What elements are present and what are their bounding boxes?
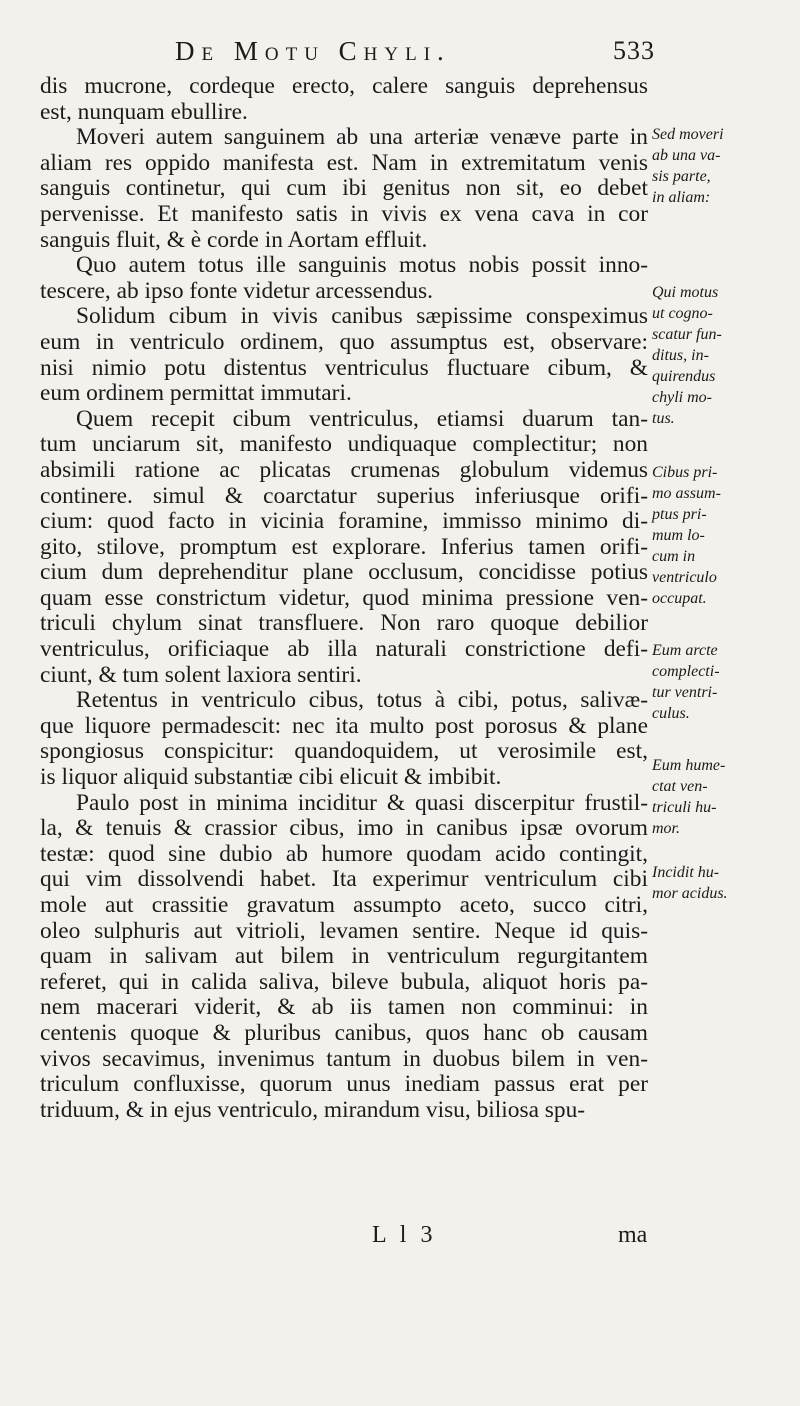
text-line: Retentus in ventriculo cibus, totus à cibi, potus, salivæ- <box>76 687 648 714</box>
text-line: Paulo post in minima inciditur & quasi discerpitur frustil- <box>76 789 648 816</box>
margin-note-line: sis parte, <box>652 168 711 185</box>
paragraph <box>40 791 648 1124</box>
text-line: is liquor aliquid substantiæ cibi elicuit & imbibit. <box>40 764 502 791</box>
main-text <box>40 74 648 1123</box>
text-line: oleo sulphuris aut vitrioli, levamen sentire. Neque id quis- <box>40 917 648 944</box>
margin-note-line: chyli mo- <box>652 389 712 406</box>
text-line: la, & tenuis & crassior cibus, imo in canibus ipsæ ovorum <box>40 815 648 842</box>
text-line: sanguis continetur, qui cum ibi genitus non sit, eo debet <box>40 175 648 202</box>
text-line: sanguis fluit, & è corde in Aortam effluit. <box>40 226 428 253</box>
text-line: pervenisse. Et manifesto satis in vivis ex vena cava in cor <box>40 200 648 227</box>
text-line: testæ: quod sine dubio ab humore quodam acido contingit, <box>40 840 648 867</box>
paragraph <box>40 304 648 406</box>
margin-note-line: ptus pri- <box>652 506 707 523</box>
text-line: referet, qui in calida saliva, bileve bubula, aliquot horis pa- <box>40 968 648 995</box>
signature-mark: L l 3 <box>372 1222 437 1248</box>
margin-note-line: Sed moveri <box>652 126 724 143</box>
text-line: aliam res oppido manifesta est. Nam in extremitatum venis <box>40 149 648 176</box>
running-title: De Motu Chyli. <box>175 36 451 66</box>
margin-note-line: cum in <box>652 548 696 565</box>
text-line: Quo autem totus ille sanguinis motus nobis possit inno- <box>76 252 648 279</box>
text-line: tescere, ab ipso fonte videtur arcessendus. <box>40 277 433 304</box>
margin-note <box>652 640 794 724</box>
text-line: que liquore permadescit: nec ita multo post porosus & plane <box>40 712 648 739</box>
text-line: nem macerari viderit, & ab iis tamen non comminui: in <box>40 994 648 1021</box>
text-line: eum in ventriculo ordinem, quo assumptus est, observare: <box>40 328 648 355</box>
paragraph <box>40 407 648 689</box>
margin-note-line: Qui motus <box>652 284 719 301</box>
text-line: eum ordinem permittat immutari. <box>40 380 352 407</box>
margin-note-line: complecti- <box>652 663 720 680</box>
text-line: nisi nimio potu distentus ventriculus fluctuare cibum, & <box>40 354 648 381</box>
margin-note <box>652 462 794 609</box>
margin-note-line: ctat ven- <box>652 778 708 795</box>
margin-note <box>652 862 794 904</box>
text-line: vivos secavimus, invenimus tantum in duobus bilem in ven- <box>40 1045 648 1072</box>
page-number: 533 <box>613 36 655 65</box>
text-line: continere. simul & coarctatur superius inferiusque orifi- <box>40 482 648 509</box>
margin-note-line: mum lo- <box>652 527 705 544</box>
text-line: triculi chylum sinat transfluere. Non raro quoque debilior <box>40 610 648 637</box>
text-line: triculum confluxisse, quorum unus inediam passus erat per <box>40 1071 648 1098</box>
text-line: spongiosus conspicitur: quandoquidem, ut verosimile est, <box>40 738 648 765</box>
catchword: ma <box>618 1222 648 1248</box>
margin-note-line: culus. <box>652 705 690 722</box>
margin-note-line: scatur fun- <box>652 326 722 343</box>
text-line: ventriculus, orificiaque ab illa naturali constrictione defi- <box>40 636 648 663</box>
paragraph <box>40 74 648 125</box>
margin-note-line: ut cogno- <box>652 305 713 322</box>
running-head <box>175 36 655 67</box>
text-line: absimili ratione ac plicatas crumenas globulum videmus <box>40 456 648 483</box>
margin-note <box>652 282 794 429</box>
margin-note-line: tur ventri- <box>652 684 718 701</box>
margin-note-line: ab una va- <box>652 147 721 164</box>
text-line: cium dum deprehenditur plane occlusum, concidisse potius <box>40 559 648 586</box>
margin-note-line: tus. <box>652 410 675 427</box>
margin-note-line: mor acidus. <box>652 885 728 902</box>
margin-note-line: occupat. <box>652 590 707 607</box>
text-line: dis mucrone, cordeque erecto, calere sanguis deprehensus <box>40 73 648 99</box>
margin-note-line: Eum hume- <box>652 757 726 774</box>
text-line: quam in salivam aut bilem in ventriculum regurgitantem <box>40 943 648 970</box>
text-line: ciunt, & tum solent laxiora sentiri. <box>40 661 362 688</box>
text-line: mole aut crassitie gravatum assumpto aceto, succo citri, <box>40 892 648 918</box>
margin-note-line: ditus, in- <box>652 347 709 364</box>
text-line: cium: quod facto in vicinia foramine, immisso minimo di- <box>40 508 648 535</box>
paragraph <box>40 688 648 790</box>
text-line: triduum, & in ejus ventriculo, mirandum visu, biliosa spu- <box>40 1096 586 1123</box>
margin-note-line: in aliam: <box>652 189 711 206</box>
margin-note <box>652 755 794 839</box>
text-line: Moveri autem sanguinem ab una arteriæ venæve parte in <box>76 124 648 151</box>
margin-note-line: quirendus <box>652 368 716 385</box>
text-line: Quem recepit cibum ventriculus, etiamsi duarum tan- <box>76 405 648 432</box>
margin-note-line: mo assum- <box>652 485 721 502</box>
margin-note <box>652 124 794 208</box>
paragraph <box>40 125 648 253</box>
margin-note-line: Cibus pri- <box>652 464 718 481</box>
text-line: Solidum cibum in vivis canibus sæpissime conspeximus <box>76 303 648 330</box>
paragraph <box>40 253 648 304</box>
text-line: est, nunquam ebullire. <box>40 98 248 125</box>
margin-note-line: ventriculo <box>652 569 717 586</box>
text-line: centenis quoque & pluribus canibus, quos hanc ob causam <box>40 1019 648 1046</box>
margin-note-line: triculi hu- <box>652 799 717 816</box>
text-line: quam esse constrictum videtur, quod minima pressione ven- <box>40 584 648 611</box>
margin-note-line: Eum arcte <box>652 642 718 659</box>
margin-note-line: Incidit hu- <box>652 864 720 881</box>
text-line: qui vim dissolvendi habet. Ita experimur ventriculum cibi <box>40 866 648 893</box>
margin-note-line: mor. <box>652 820 681 837</box>
text-line: tum unciarum sit, manifesto undiquaque complectitur; non <box>40 431 648 458</box>
text-line: gito, stilove, promptum est explorare. Inferius tamen orifi- <box>40 533 648 560</box>
